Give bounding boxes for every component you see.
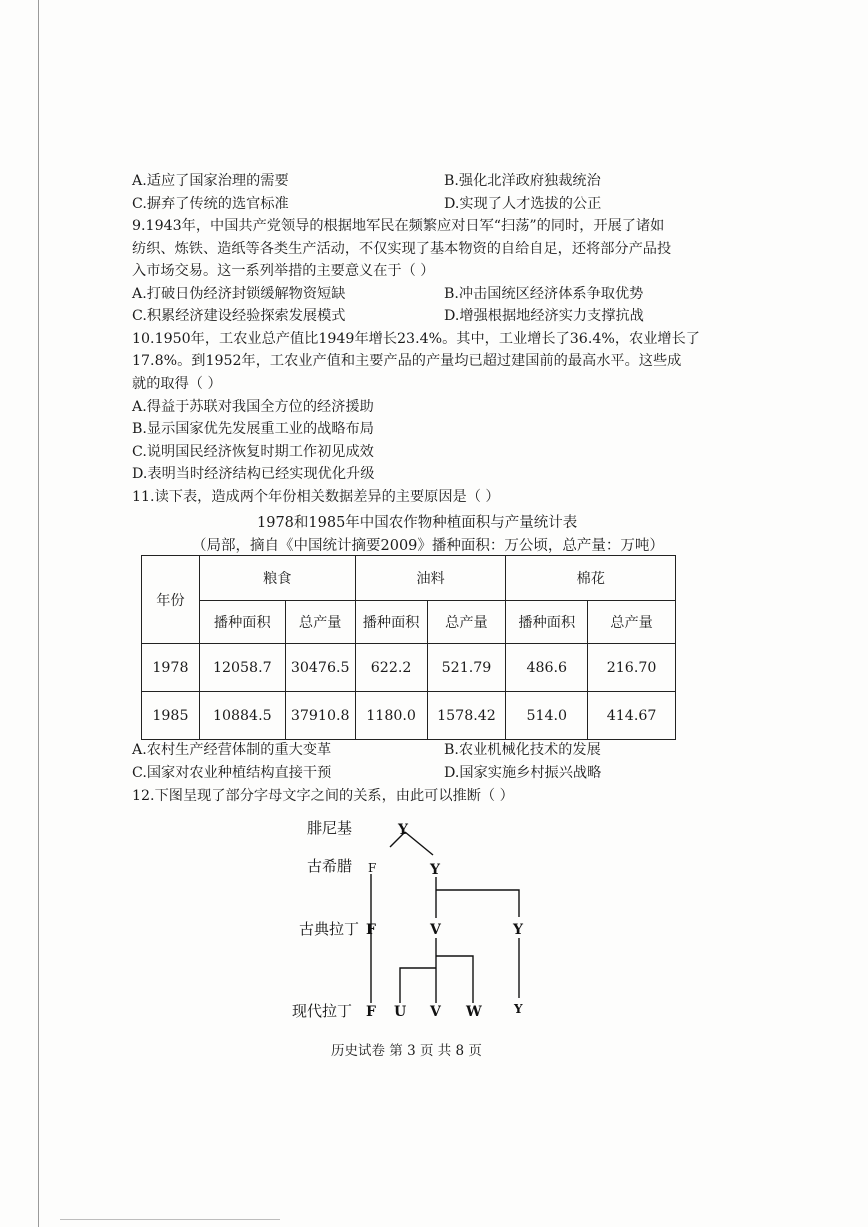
cotton-area-header: 播种面积 (506, 601, 588, 644)
label-phoenician: 腓尼基 (307, 819, 353, 837)
table-row (142, 692, 676, 740)
table-cell: 521.79 (427, 644, 506, 692)
letter-greek-f: F (368, 861, 377, 875)
q8-option-b: B.强化北洋政府独裁统治 (444, 173, 601, 189)
year-cell: 1978 (142, 644, 200, 692)
link-greek-to-latin-y (436, 890, 519, 917)
q9-stem-line-3: 入市场交易。这一系列举措的主要意义在于（ ） (132, 263, 435, 279)
table-cell: 1180.0 (355, 692, 427, 740)
q9-option-d: D.增强根据地经济实力支撑抗战 (444, 308, 644, 324)
table-cell: 622.2 (355, 644, 427, 692)
q12-stem: 12.下图呈现了部分字母文字之间的关系，由此可以推断（ ） (132, 788, 514, 804)
label-ancient-greek: 古希腊 (307, 857, 353, 875)
q10-stem-line-2: 17.8%。到1952年，工农业产值和主要产品的产量均已超过建国前的最高水平。这些成 (132, 353, 682, 369)
table-cell: 414.67 (588, 692, 676, 740)
letter-modern-y: Y (514, 1002, 523, 1016)
cotton-output-header: 总产量 (588, 601, 676, 644)
table-row (142, 644, 676, 692)
lineage-lines (371, 832, 519, 1003)
q11-option-a: A.农村生产经营体制的重大变革 (132, 742, 332, 758)
table-cell: 514.0 (506, 692, 588, 740)
grain-area-header: 播种面积 (199, 601, 285, 644)
grain-header: 粮食 (199, 556, 355, 601)
oil-output-header: 总产量 (427, 601, 506, 644)
letter-classical-y: Y (513, 922, 523, 938)
table-cell: 37910.8 (285, 692, 355, 740)
oil-crops-header: 油料 (355, 556, 506, 601)
letter-modern-v: V (430, 1004, 441, 1020)
label-classical-latin: 古典拉丁 (299, 920, 360, 938)
q10-option-c: C.说明国民经济恢复时期工作初见成效 (132, 444, 374, 460)
table-cell: 486.6 (506, 644, 588, 692)
alphabet-lineage-diagram (290, 810, 550, 1028)
table-cell: 12058.7 (199, 644, 285, 692)
q8-option-a: A.适应了国家治理的需要 (132, 173, 289, 189)
letter-modern-u: U (394, 1004, 407, 1020)
table-title: 1978和1985年中国农作物种植面积与产量统计表 (257, 515, 578, 531)
table-subtitle: （局部，摘自《中国统计摘要2009》播种面积：万公顷，总产量：万吨） (192, 538, 664, 554)
link-phoenician-to-greek (405, 832, 433, 855)
year-cell: 1985 (142, 692, 200, 740)
link-v-to-u (400, 968, 436, 1003)
page-footer: 历史试卷 第 3 页 共 8 页 (331, 1043, 482, 1059)
table-cell: 10884.5 (199, 692, 285, 740)
grain-output-header: 总产量 (285, 601, 355, 644)
q10-stem-line-3: 就的取得（ ） (132, 376, 222, 392)
table-header-row (142, 556, 676, 601)
q9-stem-line-1: 9.1943年，中国共产党领导的根据地军民在频繁应对日军“扫荡”的同时，开展了诸如 (132, 218, 665, 234)
table-subheader-row (142, 601, 676, 644)
table-cell: 1578.42 (427, 692, 506, 740)
q9-stem-line-2: 纺织、炼铁、造纸等各类生产活动，不仅实现了基本物资的自给自足，还将部分产品投 (132, 241, 672, 257)
q11-stem: 11.读下表，造成两个年份相关数据差异的主要原因是（ ） (132, 489, 500, 505)
q9-option-a: A.打破日伪经济封锁缓解物资短缺 (132, 286, 346, 302)
letter-greek-y: Y (430, 862, 440, 878)
year-header: 年份 (142, 556, 200, 644)
q10-option-a: A.得益于苏联对我国全方位的经济援助 (132, 399, 374, 415)
q11-option-c: C.国家对农业种植结构直接干预 (132, 765, 332, 781)
q9-option-b: B.冲击国统区经济体系争取优势 (444, 286, 644, 302)
letter-classical-v: V (430, 922, 441, 938)
label-modern-latin: 现代拉丁 (292, 1002, 353, 1020)
q11-option-b: B.农业机械化技术的发展 (444, 742, 601, 758)
q8-option-c: C.摒弃了传统的选官标准 (132, 196, 289, 212)
table-cell: 30476.5 (285, 644, 355, 692)
q11-option-d: D.国家实施乡村振兴战略 (444, 765, 602, 781)
table-cell: 216.70 (588, 644, 676, 692)
q9-option-c: C.积累经济建设经验探索发展模式 (132, 308, 346, 324)
link-v-to-w (436, 956, 473, 1003)
q10-option-b: B.显示国家优先发展重工业的战略布局 (132, 421, 374, 437)
q10-stem-line-1: 10.1950年，工农业总产值比1949年增长23.4%。其中，工业增长了36.4%，农业增长了 (132, 331, 700, 347)
cotton-header: 棉花 (506, 556, 676, 601)
letter-phoenician-y: Y (398, 822, 408, 838)
letter-modern-f: F (366, 1004, 376, 1020)
bottom-edge-line (60, 1219, 280, 1220)
oil-area-header: 播种面积 (355, 601, 427, 644)
q8-option-d: D.实现了人才选拔的公正 (444, 196, 602, 212)
crop-statistics-table (141, 555, 676, 740)
q10-option-d: D.表明当时经济结构已经实现优化升级 (132, 466, 375, 482)
page-edge-line (38, 0, 39, 1227)
letter-classical-f: F (366, 922, 376, 938)
letter-modern-w: W (466, 1004, 482, 1020)
